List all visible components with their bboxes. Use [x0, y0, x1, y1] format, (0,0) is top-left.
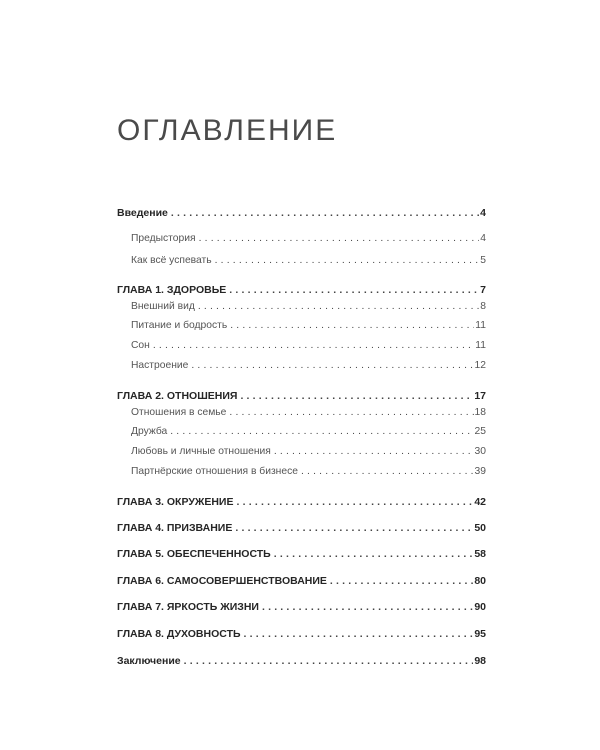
toc-entry[interactable]	[117, 654, 486, 668]
toc-leader-dots	[170, 425, 473, 439]
toc-entry[interactable]	[117, 283, 486, 297]
toc-entry-page: 58	[474, 548, 486, 560]
toc-leader-dots	[235, 521, 473, 535]
toc-leader-dots	[215, 254, 480, 268]
toc-entry[interactable]	[117, 600, 486, 614]
toc-entry-label: ГЛАВА 3. ОКРУЖЕНИЕ	[117, 496, 234, 508]
toc-entry-page: 50	[474, 522, 486, 534]
toc-entry-label: ГЛАВА 2. ОТНОШЕНИЯ	[117, 390, 238, 402]
toc-entry-label: ГЛАВА 1. ЗДОРОВЬЕ	[117, 284, 227, 296]
toc-entry-page: 42	[474, 496, 486, 508]
toc-entry-page: 18	[474, 407, 486, 418]
toc-entry[interactable]	[117, 495, 486, 509]
toc-entry-page: 25	[474, 426, 486, 437]
toc-entry-label: Настроение	[131, 360, 189, 371]
toc-entry-page: 98	[474, 655, 486, 667]
toc-leader-dots	[240, 389, 473, 403]
toc-entry-page: 11	[475, 320, 486, 331]
toc-entry[interactable]	[117, 300, 486, 314]
toc-entry-label: ГЛАВА 7. ЯРКОСТЬ ЖИЗНИ	[117, 601, 259, 613]
toc-leader-dots	[199, 232, 480, 246]
toc-entry[interactable]	[117, 319, 486, 333]
toc-leader-dots	[274, 547, 474, 561]
toc-entry-label: Введение	[117, 207, 168, 219]
toc-entry-label: Отношения в семье	[131, 407, 227, 418]
toc-entry-page: 4	[480, 207, 486, 219]
toc-entry-page: 30	[474, 446, 486, 457]
toc-entry-label: Питание и бодрость	[131, 320, 228, 331]
toc-leader-dots	[244, 627, 474, 641]
toc-entry[interactable]	[117, 627, 486, 641]
toc-entry[interactable]	[117, 359, 486, 373]
toc-entry-page: 7	[480, 284, 486, 296]
toc-entry[interactable]	[117, 465, 486, 479]
page-title: ОГЛАВЛЕНИЕ	[117, 114, 338, 147]
toc-entry[interactable]	[117, 574, 486, 588]
toc-leader-dots	[229, 406, 473, 420]
toc-entry-label: Сон	[131, 340, 150, 351]
toc-entry[interactable]	[117, 547, 486, 561]
toc-entry-label: Как всё успевать	[131, 255, 212, 266]
toc-leader-dots	[191, 359, 473, 373]
toc-entry[interactable]	[117, 521, 486, 535]
toc-leader-dots	[198, 300, 479, 314]
toc-leader-dots	[274, 445, 474, 459]
toc-entry-page: 12	[474, 360, 486, 371]
toc-leader-dots	[236, 495, 473, 509]
toc-entry[interactable]	[117, 232, 486, 246]
toc-entry-page: 39	[474, 466, 486, 477]
toc-entry[interactable]	[117, 254, 486, 268]
toc-entry[interactable]	[117, 389, 486, 403]
toc-entry-label: Партнёрские отношения в бизнесе	[131, 466, 298, 477]
toc-entry[interactable]	[117, 339, 486, 353]
toc-entry-page: 17	[474, 390, 486, 402]
toc-entry-label: ГЛАВА 4. ПРИЗВАНИЕ	[117, 522, 233, 534]
toc-leader-dots	[184, 654, 474, 668]
toc-entry-label: Предыстория	[131, 233, 196, 244]
toc-entry[interactable]	[117, 206, 486, 220]
toc-entry-label: Дружба	[131, 426, 168, 437]
toc-leader-dots	[171, 206, 479, 220]
toc-entry-page: 4	[480, 233, 486, 244]
toc-entry[interactable]	[117, 445, 486, 459]
toc-entry-page: 11	[475, 340, 486, 351]
toc-entry-label: Заключение	[117, 655, 181, 667]
toc-entry-label: Внешний вид	[131, 301, 195, 312]
toc-entry[interactable]	[117, 406, 486, 420]
toc-leader-dots	[153, 339, 474, 353]
toc-entry-label: ГЛАВА 6. САМОСОВЕРШЕНСТВОВАНИЕ	[117, 575, 327, 587]
toc-entry-label: ГЛАВА 8. ДУХОВНОСТЬ	[117, 628, 241, 640]
toc-entry-page: 5	[480, 255, 486, 266]
toc-entry-label: ГЛАВА 5. ОБЕСПЕЧЕННОСТЬ	[117, 548, 271, 560]
toc-leader-dots	[301, 465, 474, 479]
toc-leader-dots	[262, 600, 473, 614]
toc-entry-page: 90	[474, 601, 486, 613]
toc-entry[interactable]	[117, 425, 486, 439]
toc-entry-label: Любовь и личные отношения	[131, 446, 271, 457]
toc-entry-page: 80	[474, 575, 486, 587]
toc-leader-dots	[229, 283, 479, 297]
toc-entry-page: 8	[480, 301, 486, 312]
toc-leader-dots	[330, 574, 473, 588]
toc-leader-dots	[230, 319, 474, 333]
toc-entry-page: 95	[474, 628, 486, 640]
